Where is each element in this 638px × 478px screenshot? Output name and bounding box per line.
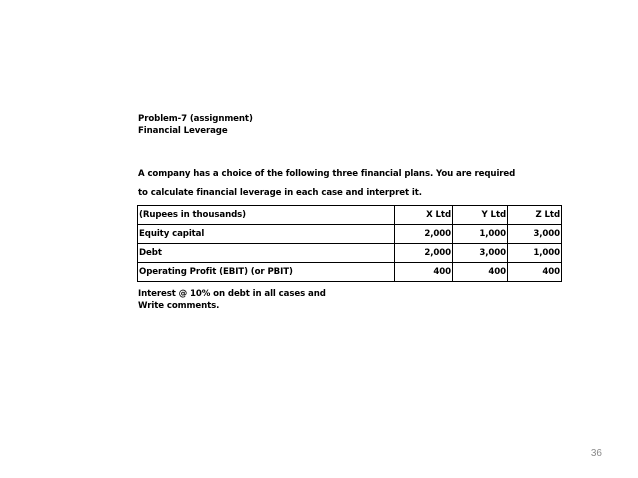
cell-z-ltd: 1,000 <box>508 244 562 263</box>
financial-plans-table <box>137 205 562 282</box>
cell-y-ltd: 1,000 <box>453 225 508 244</box>
table-header-row <box>138 206 562 225</box>
cell-x-ltd: 400 <box>395 263 453 282</box>
problem-heading <box>138 113 253 137</box>
header-cell-z-ltd: Z Ltd <box>508 206 562 225</box>
table-row <box>138 225 562 244</box>
intro-line-2: to calculate financial leverage in each case and interpret it. <box>138 188 422 198</box>
topic-title: Financial Leverage <box>138 126 228 136</box>
intro-line-1: A company has a choice of the following three financial plans. You are required <box>138 169 516 179</box>
cell-y-ltd: 400 <box>453 263 508 282</box>
cell-x-ltd: 2,000 <box>395 244 453 263</box>
row-label: Operating Profit (EBIT) (or PBIT) <box>138 263 395 282</box>
page-number: 36 <box>590 448 602 459</box>
header-cell-x-ltd: X Ltd <box>395 206 453 225</box>
header-cell-units: (Rupees in thousands) <box>138 206 395 225</box>
problem-title: Problem-7 (assignment) <box>138 114 253 124</box>
cell-y-ltd: 3,000 <box>453 244 508 263</box>
header-cell-y-ltd: Y Ltd <box>453 206 508 225</box>
cell-x-ltd: 2,000 <box>395 225 453 244</box>
assignment-notes <box>138 288 326 312</box>
row-label: Equity capital <box>138 225 395 244</box>
row-label: Debt <box>138 244 395 263</box>
cell-z-ltd: 3,000 <box>508 225 562 244</box>
table-row <box>138 263 562 282</box>
table-row <box>138 244 562 263</box>
notes-line-1: Interest @ 10% on debt in all cases and <box>138 289 326 299</box>
notes-line-2: Write comments. <box>138 301 220 311</box>
cell-z-ltd: 400 <box>508 263 562 282</box>
